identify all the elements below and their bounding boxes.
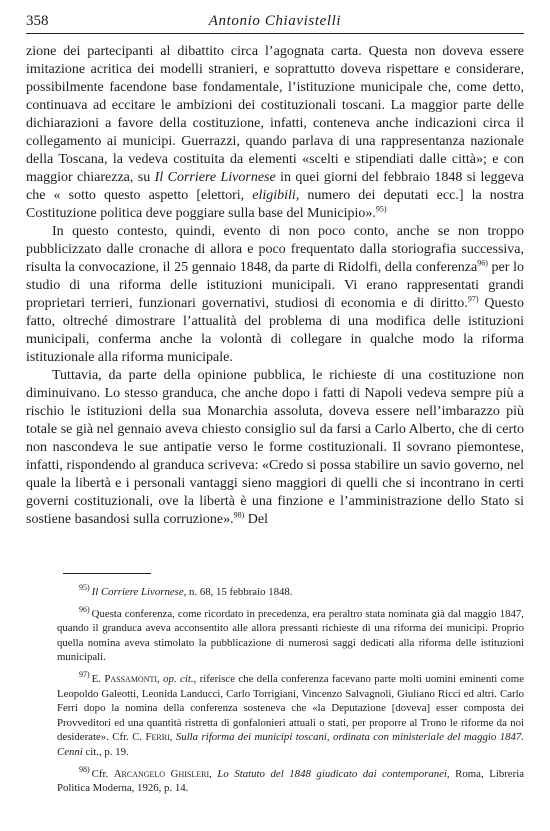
author-name: E. Passamonti	[91, 672, 158, 685]
text-run: In questo contesto, quindi, evento di non poco conto, anche se non troppo pubblicizzato dalle cronache di allora e poco frequentato dalla storiografia successiva, risulta la convocazione, il 25 gennaio 1848, da parte di Ridolfi, della conferenza	[26, 224, 524, 275]
paragraph-2	[26, 223, 524, 367]
paragraph-1	[26, 43, 524, 223]
text-run: zione dei partecipanti al dibattito circa l’agognata carta. Questa non doveva essere imitazione acritica dei modelli stranieri, e soprattutto doveva rispettare e considerare, possibilmente facendone base fondamentale, l’istituzione municipale che, come detto, continuava ad eccitare le ambizioni dei costituzionali toscani. La maggior parte delle dichiarazioni a favore della costituzione, infatti, conteneva anche indicazioni circa il collegamento ai municipi. Guerrazzi, quando parlava di una rappresentanza nazionale della Toscana, la vedeva costituita da elementi «scelti e stipendiati dalle città»; e con maggior chiarezza, su	[26, 44, 524, 185]
text-run: , riferisce che della conferenza facevano parte molti uomini eminenti come Leopoldo Galeotti, Leonida Landucci, Carlo Torrigiani, Vincenzo Salvagnoli, Giuliano Ricci ed altri. Carlo Ferri dopo la nomina della conferenza sosteneva che «la Deputazione [doveva] esser composta dei Provveditori ed una quantità ristretta di gonfalonieri attuali o stati, per proporre al Trono le riforme da noi desiderate». Cfr.	[57, 672, 524, 744]
footnote-marker: 98)	[79, 764, 90, 774]
note-ref-95: 95)	[375, 204, 387, 214]
header-rule	[26, 33, 524, 34]
note-ref-96: 96)	[477, 258, 488, 268]
main-text	[26, 43, 524, 529]
text-run: Questo fatto, oltreché dimostrare l’attualità del problema di una modifica delle istituzioni municipali, conferma anche la volontà di collegare in qualche modo la riforma istituzionale alla riforma municipale.	[26, 296, 524, 365]
italic-term: eligibili	[252, 188, 296, 203]
page-number: 358	[26, 13, 49, 29]
italic-title: Il Corriere Livornese	[91, 586, 184, 598]
text-run: cit., p. 19.	[82, 745, 129, 758]
text-run: Tuttavia, da parte della opinione pubblica, le richieste di una costituzione non diminuivano. Lo stesso granduca, che anche dopo i fatti di Napoli vedeva sempre più a rischio le istituzioni della sua Monarchia assoluta, doveva essere nell’imbarazzo più totale se già nel gennaio aveva chiesto consiglio sul da farsi a Carlo Alberto, che di certo non nascondeva le sue antipatie verso le forme costituzionali. Il sovrano piemontese, infatti, rispondendo al granduca scriveva: «Credo si possa stabilire un savio governo, nel quale la libertà e i personali vantaggi sieno maggiori di quelli che si incontrano in certi governi costituzionali, ove la libertà è una finzione e l’amministrazione dello Stato si sostiene basandosi sulla corruzione».	[26, 368, 524, 527]
text-run: , numero dei deputati ecc.] la nostra Costituzione politica deve poggiare sulla base del Municipio».	[26, 188, 524, 221]
text-run: Cfr.	[91, 767, 114, 780]
text-run: in quei giorni del febbraio 1848 si leggeva che « sotto questo aspetto [elettori,	[26, 170, 524, 203]
author-name: Arcangelo Ghisleri	[113, 767, 210, 780]
footnote-95	[57, 585, 524, 600]
footnote-96	[57, 607, 524, 665]
text-run: ,	[169, 731, 176, 744]
footnote-marker: 97)	[79, 670, 90, 680]
footnote-rule	[63, 573, 151, 574]
text-run: ,	[209, 767, 218, 780]
note-ref-97: 97)	[467, 294, 479, 304]
text-run: Questa conferenza, come ricordato in precedenza, era peraltro stata nominata già dal maggio 1847, quando il granduca aveva acconsentito alle allora pressanti richieste di una riforma dei municipi. Proprio quella nomina aveva stimolato la pubblicazione di numerosi saggi dedicati alla riforma delle istituzioni municipali.	[57, 607, 524, 664]
footnote-97	[57, 672, 524, 760]
running-head-author: Antonio Chiavistelli	[208, 13, 342, 29]
footnotes	[57, 585, 524, 803]
running-header	[26, 11, 524, 33]
italic-title: Lo Statuto del 1848 giudicato dai contemporanei	[217, 767, 447, 780]
italic-title: Sulla riforma dei municipi toscani, ordinata con ministeriale del maggio 1847. Cenni	[57, 731, 524, 758]
note-ref-98: 98)	[233, 510, 245, 520]
author-name: C. Ferri	[132, 731, 170, 744]
text-run: , n. 68, 15 febbraio 1848.	[183, 586, 293, 598]
footnote-marker: 95)	[79, 583, 90, 593]
text-run: , Roma, Libreria Politica Moderna, 1926, p. 14.	[57, 767, 524, 795]
text-run: per lo studio di una riforma delle istituzioni municipali. Vi erano rappresentati grandi proprietari terrieri, funzionari governativi, studiosi di economia e di diritto.	[26, 260, 525, 311]
italic-term: op. cit.	[163, 672, 194, 685]
italic-title: Il Corriere Livornese	[154, 170, 276, 185]
text-run: Del	[244, 512, 269, 527]
footnote-98	[57, 764, 524, 796]
footnote-marker: 96)	[79, 605, 90, 614]
paragraph-3	[26, 367, 524, 529]
text-run: ,	[157, 672, 164, 685]
